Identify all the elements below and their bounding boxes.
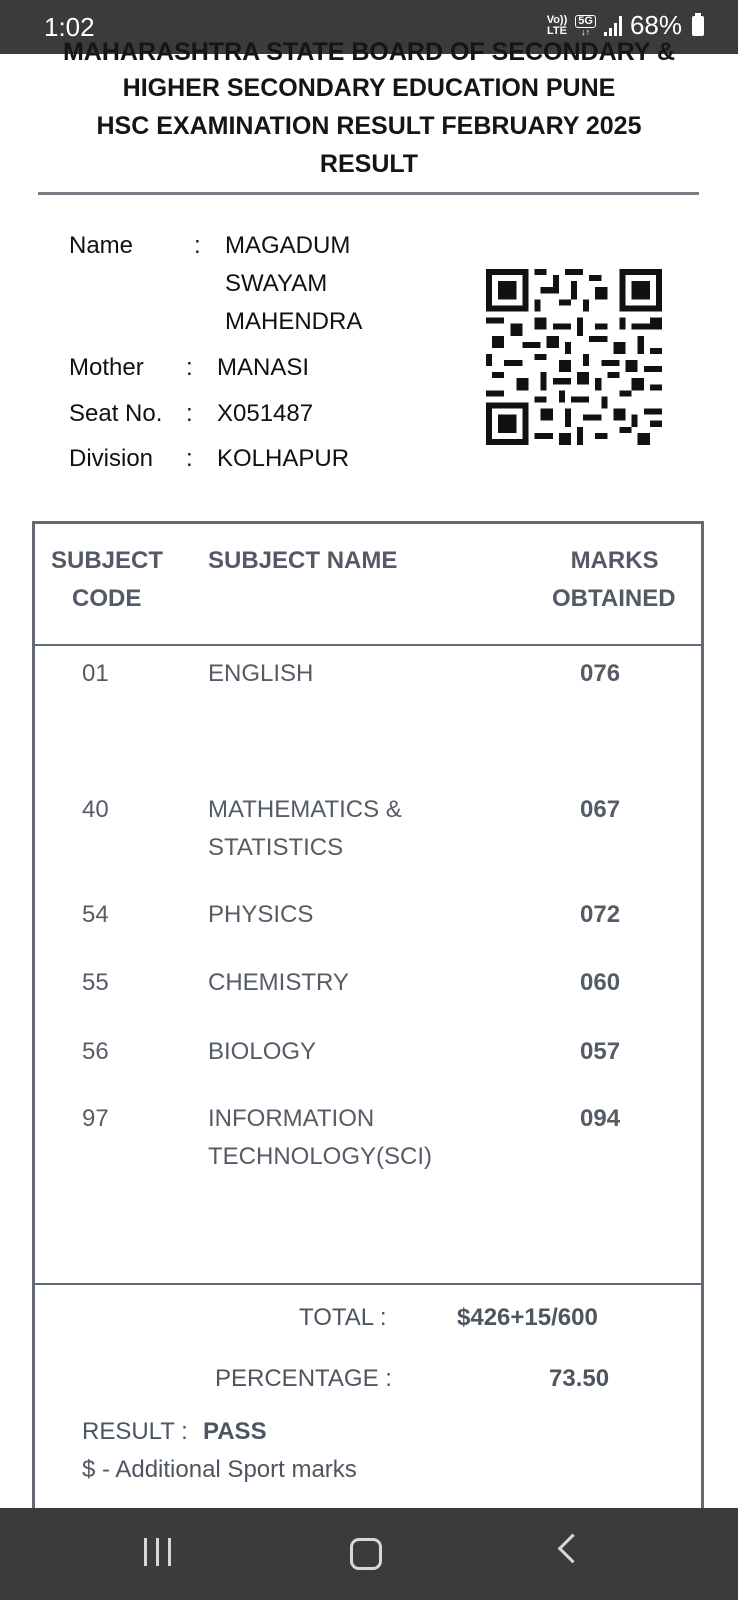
subject-code: 40 [82, 796, 109, 823]
status-time: 1:02 [44, 12, 95, 42]
total-label: TOTAL : [299, 1304, 387, 1331]
marks-obtained-header: MARKS OBTAINED [552, 547, 676, 612]
summary-rule [35, 1283, 701, 1285]
subject-marks: 060 [580, 969, 621, 996]
recent-apps-button[interactable] [144, 1538, 171, 1566]
volte-icon: Vo)) LTE [546, 13, 568, 37]
board-title-line: HIGHER SECONDARY EDUCATION PUNE [122, 74, 616, 102]
subject-name: CHEMISTRY [208, 969, 349, 996]
total-marks: $426+15/600 [457, 1304, 598, 1331]
back-button[interactable] [558, 1534, 588, 1564]
home-button[interactable] [350, 1538, 382, 1570]
subject-marks: 094 [580, 1105, 621, 1132]
subject-name: BIOLOGY [208, 1038, 317, 1065]
subject-marks: 067 [580, 796, 621, 823]
mother-name: MANASI [217, 354, 310, 381]
qr-code-icon [486, 269, 662, 445]
subject-code: 01 [82, 660, 109, 687]
student-name-line: MAGADUM [225, 232, 351, 259]
division-name: KOLHAPUR [217, 445, 350, 472]
navigation-bar [0, 1508, 738, 1600]
subject-code: 54 [82, 901, 109, 928]
status-icons [547, 10, 704, 41]
result-value: PASS [203, 1418, 267, 1445]
result-heading: RESULT [319, 150, 419, 178]
subject-marks: 057 [580, 1038, 621, 1065]
student-name-line: MAHENDRA [225, 308, 363, 335]
subject-marks: 076 [580, 660, 621, 687]
battery-percent: 68% [629, 10, 682, 40]
marks-table [32, 521, 704, 1521]
subject-code: 56 [82, 1038, 109, 1065]
mother-colon: : [186, 354, 193, 381]
subject-code: 55 [82, 969, 109, 996]
header-divider [38, 192, 699, 195]
header-rule [35, 644, 701, 646]
name-colon: : [194, 232, 201, 259]
5g-icon: 5G ↓↑ [575, 15, 596, 37]
subject-name: PHYSICS [208, 901, 314, 928]
seat-number: X051487 [217, 400, 314, 427]
name-label: Name [69, 232, 134, 259]
seat-label: Seat No. [69, 400, 163, 427]
exam-title: HSC EXAMINATION RESULT FEBRUARY 2025 [96, 112, 642, 140]
subject-marks: 072 [580, 901, 621, 928]
subject-name: MATHEMATICS & STATISTICS [208, 796, 402, 861]
subject-code-header: SUBJECT CODE [51, 547, 164, 612]
division-colon: : [186, 445, 193, 472]
subject-name-header: SUBJECT NAME [208, 547, 398, 574]
board-title-line: MAHARASHTRA STATE BOARD OF SECONDARY & [62, 38, 676, 66]
subject-code: 97 [82, 1105, 109, 1132]
percentage-value: 73.50 [549, 1365, 610, 1392]
seat-colon: : [186, 400, 193, 427]
subject-name: INFORMATION TECHNOLOGY(SCI) [208, 1105, 433, 1170]
percentage-label: PERCENTAGE : [215, 1365, 392, 1392]
signal-icon [604, 16, 622, 36]
sport-marks-footnote: $ - Additional Sport marks [82, 1456, 357, 1483]
student-name-line: SWAYAM [225, 270, 328, 297]
subject-name: ENGLISH [208, 660, 314, 687]
mother-label: Mother [69, 354, 144, 381]
result-page [0, 38, 738, 1508]
result-label: RESULT : [82, 1418, 188, 1445]
division-label: Division [69, 445, 154, 472]
battery-icon [692, 16, 704, 36]
